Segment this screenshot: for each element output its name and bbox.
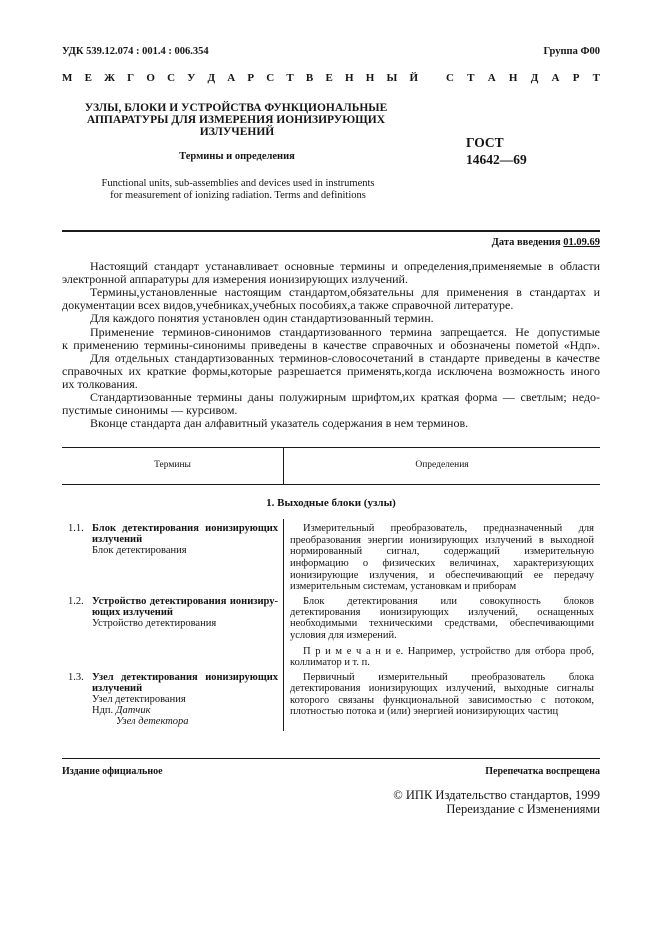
definition-line: детектирования ионизирующих излучений, оснащенных (290, 607, 594, 618)
table-column-divider (283, 519, 284, 731)
term-short-form: Узел детектирования (92, 694, 186, 705)
gost-number: 14642—69 (466, 152, 527, 167)
term-number: 1.3. (68, 672, 84, 683)
english-title-line: Functional units, sub-assemblies and devices used in instruments (101, 178, 375, 189)
term-number: 1.2. (68, 596, 84, 607)
copyright-notice: © ИПК Издательство стандартов, 1999 (393, 788, 600, 802)
definition-line: Первичный измерительный преобразователь блока (303, 672, 594, 683)
introduction-date-value: 01.09.69 (563, 237, 600, 248)
table-top-border (62, 447, 600, 448)
header-divider (62, 230, 600, 232)
definition-line: которого связаны функциональной зависимостью с потоком, (290, 695, 594, 706)
foreword-line: Для каждого понятия установлен один стандартизованный термин. (90, 311, 434, 325)
official-edition-label: Издание официальное (62, 766, 163, 777)
interstate-heading: М Е Ж Г О С У Д А Р С Т В Е Н Н Ы Й (62, 72, 418, 84)
definition-line: условия для измерений. (290, 630, 397, 641)
term-name: Узел детектирования ионизирующих (92, 672, 278, 683)
introduction-date (380, 236, 600, 250)
definition-line: информацию о физических величинах, характеризующих (290, 558, 594, 569)
english-title-line: for measurement of ionizing radiation. Terms and definitions (110, 190, 366, 201)
classification-group: Группа Ф00 (543, 46, 600, 57)
term-name: Устройство детектирования ионизиру- (92, 596, 278, 607)
foreword-line: справочных их краткие формы,которые разрешается применять,когда исключена возможность иного (62, 364, 600, 378)
ndp-term: Датчик (115, 705, 151, 716)
foreword-line: Настоящий стандарт устанавливает основные термины и определения,применяемые в области (90, 259, 600, 273)
ndp-label: Ндп. (92, 705, 114, 716)
definition-line: Блок детектирования или совокупность блоков (303, 596, 594, 607)
definition-line: Измерительный преобразователь, предназначенный для (303, 523, 594, 534)
term-number: 1.1. (68, 523, 84, 534)
foreword-line: Стандартизованные термины даны полужирным шрифтом,их краткая форма — светлым; недо- (90, 390, 600, 404)
footer-divider (62, 758, 600, 759)
term-name: Блок детектирования ионизирующих (92, 523, 278, 534)
foreword-line: Для отдельных стандартизованных терминов-словосочетаний в стандарте приведены в качестве (90, 351, 600, 365)
gost-label: ГОСТ (466, 135, 504, 150)
terms-column-header: Термины (154, 460, 191, 470)
note-line: коллиматор и т. п. (290, 657, 370, 668)
term-short-form: Блок детектирования (92, 545, 187, 556)
foreword-line: Применение терминов-синонимов стандартизованного термина запрещается. Не допустимые (90, 325, 600, 339)
foreword-line: электронной аппаратуры для измерения ионизирующих излучений. (62, 272, 408, 286)
term-name: излучений (92, 534, 143, 545)
standard-heading: С Т А Н Д А Р Т (446, 72, 600, 84)
definition-line: необходимыми техническими средствами, обеспечивающими (290, 618, 594, 629)
definition-line: нормированный сигнал, содержащий измерительную (290, 546, 594, 557)
foreword-line: к применению термины-синонимы приведены в качестве справочных и обозначены пометой «Ндп». (62, 338, 600, 352)
note-label: П р и м е ч а н и е. (303, 646, 404, 657)
title-line: ИЗЛУЧЕНИЙ (199, 126, 275, 138)
definition-line: измерительным системам, установкам и приборам (290, 581, 517, 592)
subtitle: Термины и определения (179, 151, 295, 162)
reissue-note: Переиздание с Изменениями (446, 802, 600, 816)
note-text: Например, устройство для отбора проб, (407, 646, 594, 657)
definition-line: детектирования ионизирующих излучений, выходные сигналы (290, 683, 594, 694)
definition-line: преобразования энергии ионизирующих излучений в выходной (290, 535, 594, 546)
udk-code: УДК 539.12.074 : 001.4 : 006.354 (62, 46, 209, 57)
definitions-column-header: Определения (415, 460, 469, 470)
term-name: ющих излучений (92, 607, 173, 618)
ndp-term: Узел детектора (116, 716, 189, 727)
term-name: излучений (92, 683, 143, 694)
definition-line: ионизирующие излучения, и обеспечивающий ее передачу (290, 570, 594, 581)
foreword-line: Вконце стандарта дан алфавитный указатель содержания в нем терминов. (90, 416, 469, 430)
title-line: УЗЛЫ, БЛОКИ И УСТРОЙСТВА ФУНКЦИОНАЛЬНЫЕ (84, 102, 388, 114)
foreword-line: пустимые синонимы — курсивом. (62, 403, 238, 417)
section-title: 1. Выходные блоки (узлы) (266, 497, 396, 509)
table-header-bottom-border (62, 484, 600, 485)
foreword-line: их толкования. (62, 377, 138, 391)
definition-line: плотностью потока и (или) энергией ионизирующих частиц (290, 706, 559, 717)
title-line: АППАРАТУРЫ ДЛЯ ИЗМЕРЕНИЯ ИОНИЗИРУЮЩИХ (86, 114, 386, 126)
reprint-prohibited-label: Перепечатка воспрещена (485, 766, 600, 777)
foreword-line: документации всех видов,учебниках,учебных пособиях,а также справочной литературе. (62, 298, 514, 312)
foreword-line: Термины,установленные настоящим стандартом,обязательны для применения в стандартах и (90, 285, 600, 299)
introduction-date-label: Дата введения (491, 237, 561, 248)
term-short-form: Устройство детектирования (92, 618, 217, 629)
